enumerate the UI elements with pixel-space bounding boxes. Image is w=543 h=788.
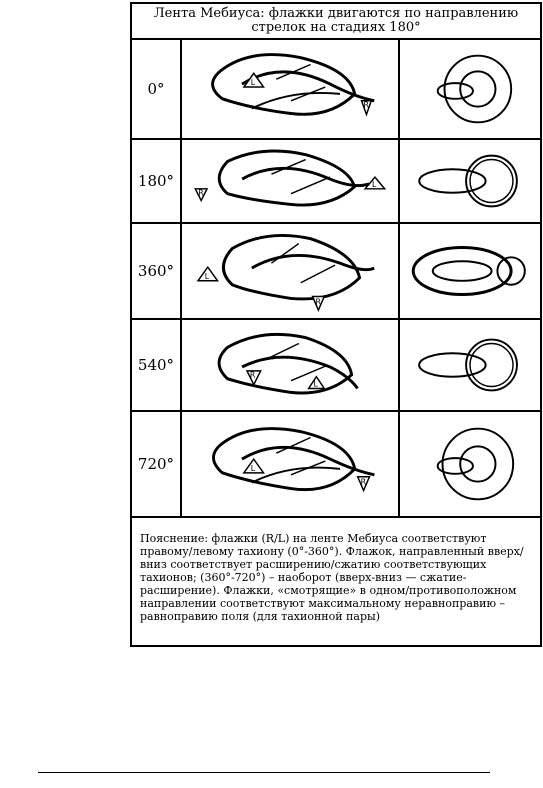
flag-label: L [372,179,377,189]
flag-label: R [315,297,321,307]
rings-illustration [400,140,540,222]
footnote-divider [38,772,490,773]
mobius-strip [182,140,400,222]
stage-row-360 [132,224,540,320]
stage-row-720 [132,412,540,518]
flag-label: R [198,188,204,198]
mobius-strip [182,224,400,318]
explanation-note: Пояснение: флажки (R/L) на ленте Мебиуса соответствуют правому/левому тахиону (0°-360°). Флажок, направленный вверх/вниз соответствует расширению/сжатию соответствующих тахионов; (360°-720°) – наоборот (вверх-вниз — сжатие-расширение). Флажки, «смотрящие» в одном/противоположном направлении соответствуют максимальному неравноправию – равноправию поля (для тахионной пары) [140,532,524,623]
stage-angle: 180° [132,140,182,222]
diagram-title: Лента Мебиуса: флажки двигаются по направлению стрелок на стадиях 180° [132,4,540,40]
diagram-frame [130,2,542,647]
flag-label: R [249,370,256,380]
flag-label: R [360,477,367,487]
stage-angle: 360° [132,224,182,318]
stage-angle: 540° [132,320,182,410]
rings-illustration [400,224,540,318]
rings-illustration [400,412,540,516]
flag-label: L [250,78,256,88]
flag-label: L [204,271,210,281]
mobius-strip [182,412,400,516]
rings-illustration [400,320,540,410]
stage-angle: 720° [132,412,182,516]
mobius-strip [182,40,400,138]
flag-label: L [250,463,256,473]
stage-row-180 [132,140,540,224]
rings-illustration [400,40,540,138]
stage-row-540 [132,320,540,412]
flag-label: L [313,379,318,389]
mobius-strip [182,320,400,410]
stage-row-0 [132,40,540,140]
stage-angle: 0° [132,40,182,138]
flag-label: R [363,100,369,110]
